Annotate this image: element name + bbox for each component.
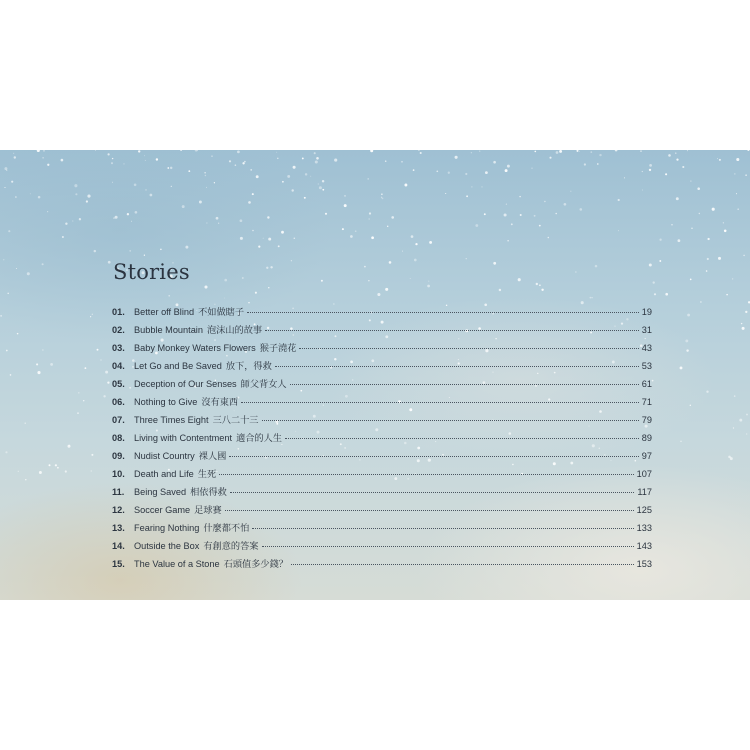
entry-title-en: Soccer Game bbox=[134, 505, 191, 515]
entry-title-en: Baby Monkey Waters Flowers bbox=[134, 343, 256, 353]
dot-leader bbox=[241, 402, 639, 403]
entry-title-en: Deception of Our Senses bbox=[134, 379, 237, 389]
entry-page-number: 133 bbox=[636, 523, 652, 533]
dot-leader bbox=[285, 438, 639, 439]
entry-title-zh: 相依得救 bbox=[190, 487, 227, 498]
entry-page-number: 107 bbox=[636, 469, 652, 479]
entry-page-number: 53 bbox=[641, 361, 652, 371]
entry-number: 05. bbox=[112, 379, 125, 389]
toc-list bbox=[112, 304, 652, 574]
entry-page-number: 31 bbox=[641, 325, 652, 335]
dot-leader bbox=[299, 348, 638, 349]
entry-number: 08. bbox=[112, 433, 125, 443]
entry-number: 10. bbox=[112, 469, 125, 479]
entry-title-zh: 什麼都不怕 bbox=[203, 523, 250, 534]
entry-page-number: 79 bbox=[641, 415, 652, 425]
entry-number: 01. bbox=[112, 307, 125, 317]
entry-page-number: 153 bbox=[636, 559, 652, 569]
toc-entry[interactable] bbox=[112, 340, 652, 358]
entry-title-zh: 有創意的答案 bbox=[203, 541, 259, 552]
entry-page-number: 117 bbox=[637, 487, 652, 497]
entry-page-number: 97 bbox=[641, 451, 652, 461]
entry-page-number: 43 bbox=[641, 343, 652, 353]
dot-leader bbox=[265, 330, 639, 331]
entry-number: 15. bbox=[112, 559, 125, 569]
toc-heading: Stories bbox=[113, 260, 190, 284]
entry-title-zh: 泡沫山的故事 bbox=[206, 325, 263, 336]
entry-page-number: 125 bbox=[636, 505, 652, 515]
entry-title-en: Nothing to Give bbox=[134, 397, 198, 407]
entry-title-zh: 石頭值多少錢？ bbox=[223, 559, 288, 570]
toc-entry[interactable] bbox=[112, 556, 652, 574]
toc-entry[interactable] bbox=[112, 394, 652, 412]
dot-leader bbox=[247, 312, 639, 313]
entry-number: 04. bbox=[112, 361, 125, 371]
entry-title-en: Death and Life bbox=[134, 469, 194, 479]
dot-leader bbox=[275, 366, 639, 367]
dot-leader bbox=[262, 420, 639, 421]
dot-leader bbox=[252, 528, 633, 529]
entry-number: 09. bbox=[112, 451, 125, 461]
entry-title-en: Bubble Mountain bbox=[134, 325, 203, 335]
entry-title-zh: 猴子澆花 bbox=[259, 343, 297, 354]
entry-title-en: Fearing Nothing bbox=[134, 523, 200, 533]
dot-leader bbox=[290, 384, 639, 385]
entry-page-number: 61 bbox=[641, 379, 652, 389]
dot-leader bbox=[291, 564, 634, 565]
entry-page-number: 19 bbox=[641, 307, 652, 317]
entry-title-en: Nudist Country bbox=[134, 451, 195, 461]
toc-entry[interactable] bbox=[112, 448, 652, 466]
dot-leader bbox=[262, 546, 634, 547]
entry-title-en: Outside the Box bbox=[134, 541, 200, 551]
toc-entry[interactable] bbox=[112, 484, 652, 502]
entry-title-en: The Value of a Stone bbox=[134, 559, 220, 569]
dot-leader bbox=[229, 456, 638, 457]
book-spread bbox=[0, 150, 750, 600]
entry-number: 12. bbox=[112, 505, 125, 515]
entry-title-zh: 適合的人生 bbox=[236, 433, 282, 444]
entry-title-en: Let Go and Be Saved bbox=[134, 361, 222, 371]
entry-number: 14. bbox=[112, 541, 125, 551]
toc-entry[interactable] bbox=[112, 520, 652, 538]
toc-entry[interactable] bbox=[112, 538, 652, 556]
entry-title-zh: 裸人國 bbox=[198, 451, 227, 462]
dot-leader bbox=[219, 474, 634, 475]
entry-title-zh: 沒有東西 bbox=[201, 397, 239, 408]
entry-number: 06. bbox=[112, 397, 125, 407]
entry-number: 13. bbox=[112, 523, 125, 533]
entry-title-zh: 放下，得救 bbox=[225, 361, 272, 372]
table-of-contents bbox=[112, 260, 652, 574]
toc-entry[interactable] bbox=[112, 358, 652, 376]
toc-entry[interactable] bbox=[112, 304, 652, 322]
entry-page-number: 71 bbox=[641, 397, 652, 407]
toc-entry[interactable] bbox=[112, 430, 652, 448]
toc-entry[interactable] bbox=[112, 412, 652, 430]
entry-title-zh: 師父背女人 bbox=[240, 379, 287, 390]
entry-title-en: Better off Blind bbox=[134, 307, 195, 317]
entry-number: 02. bbox=[112, 325, 125, 335]
entry-number: 03. bbox=[112, 343, 125, 353]
toc-entry[interactable] bbox=[112, 322, 652, 340]
entry-title-zh: 足球賽 bbox=[194, 505, 222, 516]
dot-leader bbox=[230, 492, 634, 493]
entry-number: 11. bbox=[112, 487, 125, 497]
entry-number: 07. bbox=[112, 415, 125, 425]
toc-entry[interactable] bbox=[112, 376, 652, 394]
entry-page-number: 89 bbox=[641, 433, 652, 443]
entry-title-zh: 生死 bbox=[197, 469, 217, 480]
entry-title-en: Being Saved bbox=[134, 487, 187, 497]
toc-entry[interactable] bbox=[112, 502, 652, 520]
entry-page-number: 143 bbox=[636, 541, 652, 551]
dot-leader bbox=[225, 510, 634, 511]
entry-title-en: Living with Contentment bbox=[134, 433, 233, 443]
toc-entry[interactable] bbox=[112, 466, 652, 484]
entry-title-zh: 三八二十三 bbox=[212, 415, 259, 426]
entry-title-en: Three Times Eight bbox=[134, 415, 209, 425]
entry-title-zh: 不如做瞎子 bbox=[198, 307, 245, 318]
